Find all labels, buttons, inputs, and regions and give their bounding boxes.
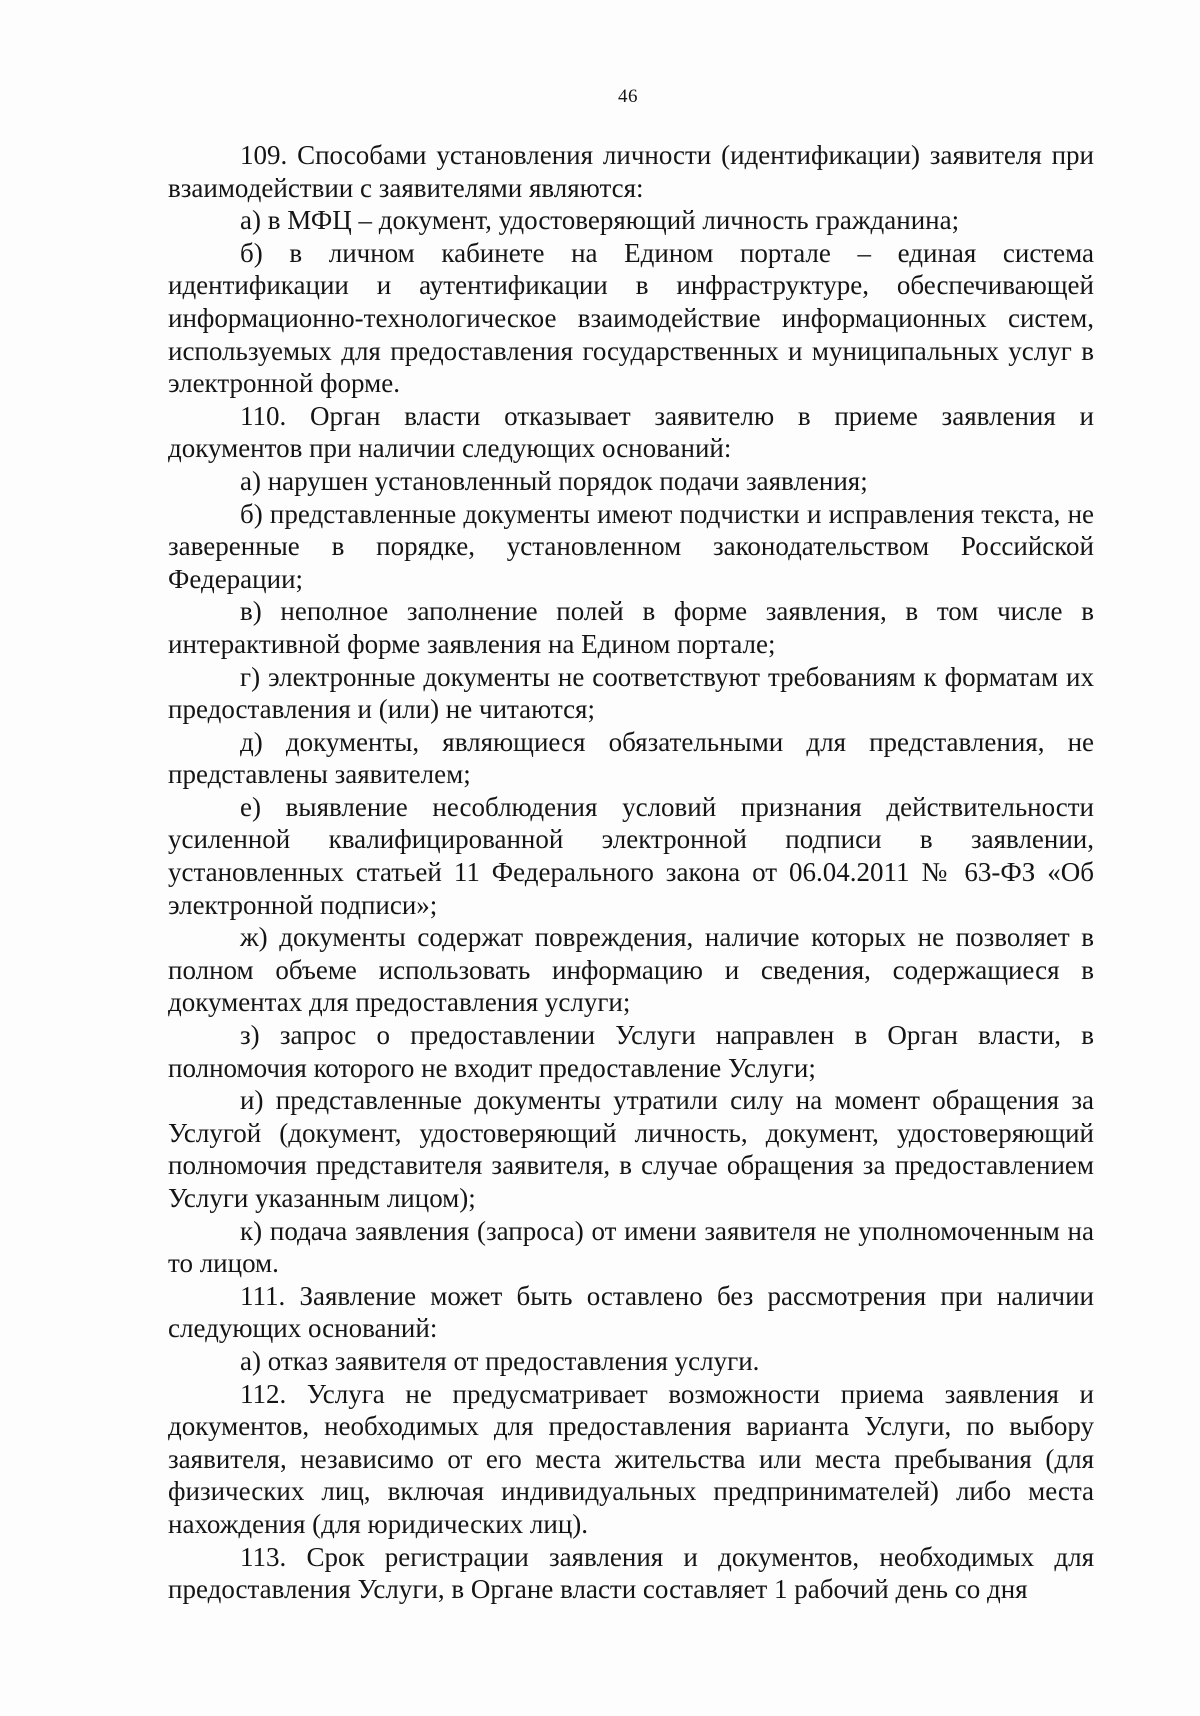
paragraph-110-e: е) выявление несоблюдения условий признания действительности усиленной квалифицированной электронной подписи в заявлении, установленных статьей 11 Федерального закона от 06.04.2011 № 63-ФЗ «Об электронной подписи»; bbox=[168, 791, 1094, 920]
paragraph-110-z: з) запрос о предоставлении Услуги направлен в Орган власти, в полномочия которого не входит предоставление Услуги; bbox=[168, 1020, 1094, 1083]
paragraph-110-g: г) электронные документы не соответствуют требованиям к форматам их предоставления и (или) не читаются; bbox=[168, 661, 1094, 725]
paragraph-110: 110. Орган власти отказывает заявителю в приеме заявления и документов при наличии следующих оснований: bbox=[168, 400, 1094, 464]
paragraph-110-zh: ж) документы содержат повреждения, наличие которых не позволяет в полном объеме использовать информацию и сведения, содержащиеся в документах для предоставления услуги; bbox=[168, 922, 1094, 1018]
paragraph-110-b: б) представленные документы имеют подчистки и исправления текста, не заверенные в порядке, установленном законодательством Российской Федерации; bbox=[168, 498, 1094, 594]
page-number: 46 bbox=[618, 86, 638, 107]
paragraph-110-v: в) неполное заполнение полей в форме заявления, в том числе в интерактивной форме заявления на Едином портале; bbox=[168, 596, 1094, 659]
paragraph-110-d: д) документы, являющиеся обязательными для представления, не представлены заявителем; bbox=[168, 726, 1094, 790]
paragraph-110-k: к) подача заявления (запроса) от имени заявителя не уполномоченным на то лицом. bbox=[168, 1215, 1094, 1279]
paragraph-109-b: б) в личном кабинете на Едином портале – единая система идентификации и аутентификации в инфраструктуре, обеспечивающей информационно-технологическое взаимодействие информационных систем, используемых для предоставления государственных и муниципальных услуг в электронной форме. bbox=[168, 237, 1094, 399]
paragraph-109-a: а) в МФЦ – документ, удостоверяющий личность гражданина; bbox=[240, 205, 960, 236]
paragraph-112: 112. Услуга не предусматривает возможности приема заявления и документов, необходимых для предоставления варианта Услуги, по выбору заявителя, независимо от его места жительства или места пребывания (для физических лиц, включая индивидуальных предпринимателей) либо места нахождения (для юридических лиц). bbox=[168, 1378, 1094, 1539]
paragraph-109: 109. Способами установления личности (идентификации) заявителя при взаимодействии с заявителями являются: bbox=[168, 140, 1094, 203]
paragraph-111-a: а) отказ заявителя от предоставления услуги. bbox=[240, 1345, 760, 1376]
paragraph-110-a: а) нарушен установленный порядок подачи заявления; bbox=[240, 465, 868, 496]
paragraph-113: 113. Срок регистрации заявления и документов, необходимых для предоставления Услуги, в Органе власти составляет 1 рабочий день со дня bbox=[168, 1541, 1094, 1605]
paragraph-110-i: и) представленные документы утратили силу на момент обращения за Услугой (документ, удостоверяющий личность, документ, удостоверяющий полномочия представителя заявителя, в случае обращения за предоставлением Услуги указанным лицом); bbox=[168, 1085, 1094, 1213]
document-body bbox=[168, 139, 1094, 1606]
paragraph-111: 111. Заявление может быть оставлено без рассмотрения при наличии следующих оснований: bbox=[168, 1280, 1094, 1344]
